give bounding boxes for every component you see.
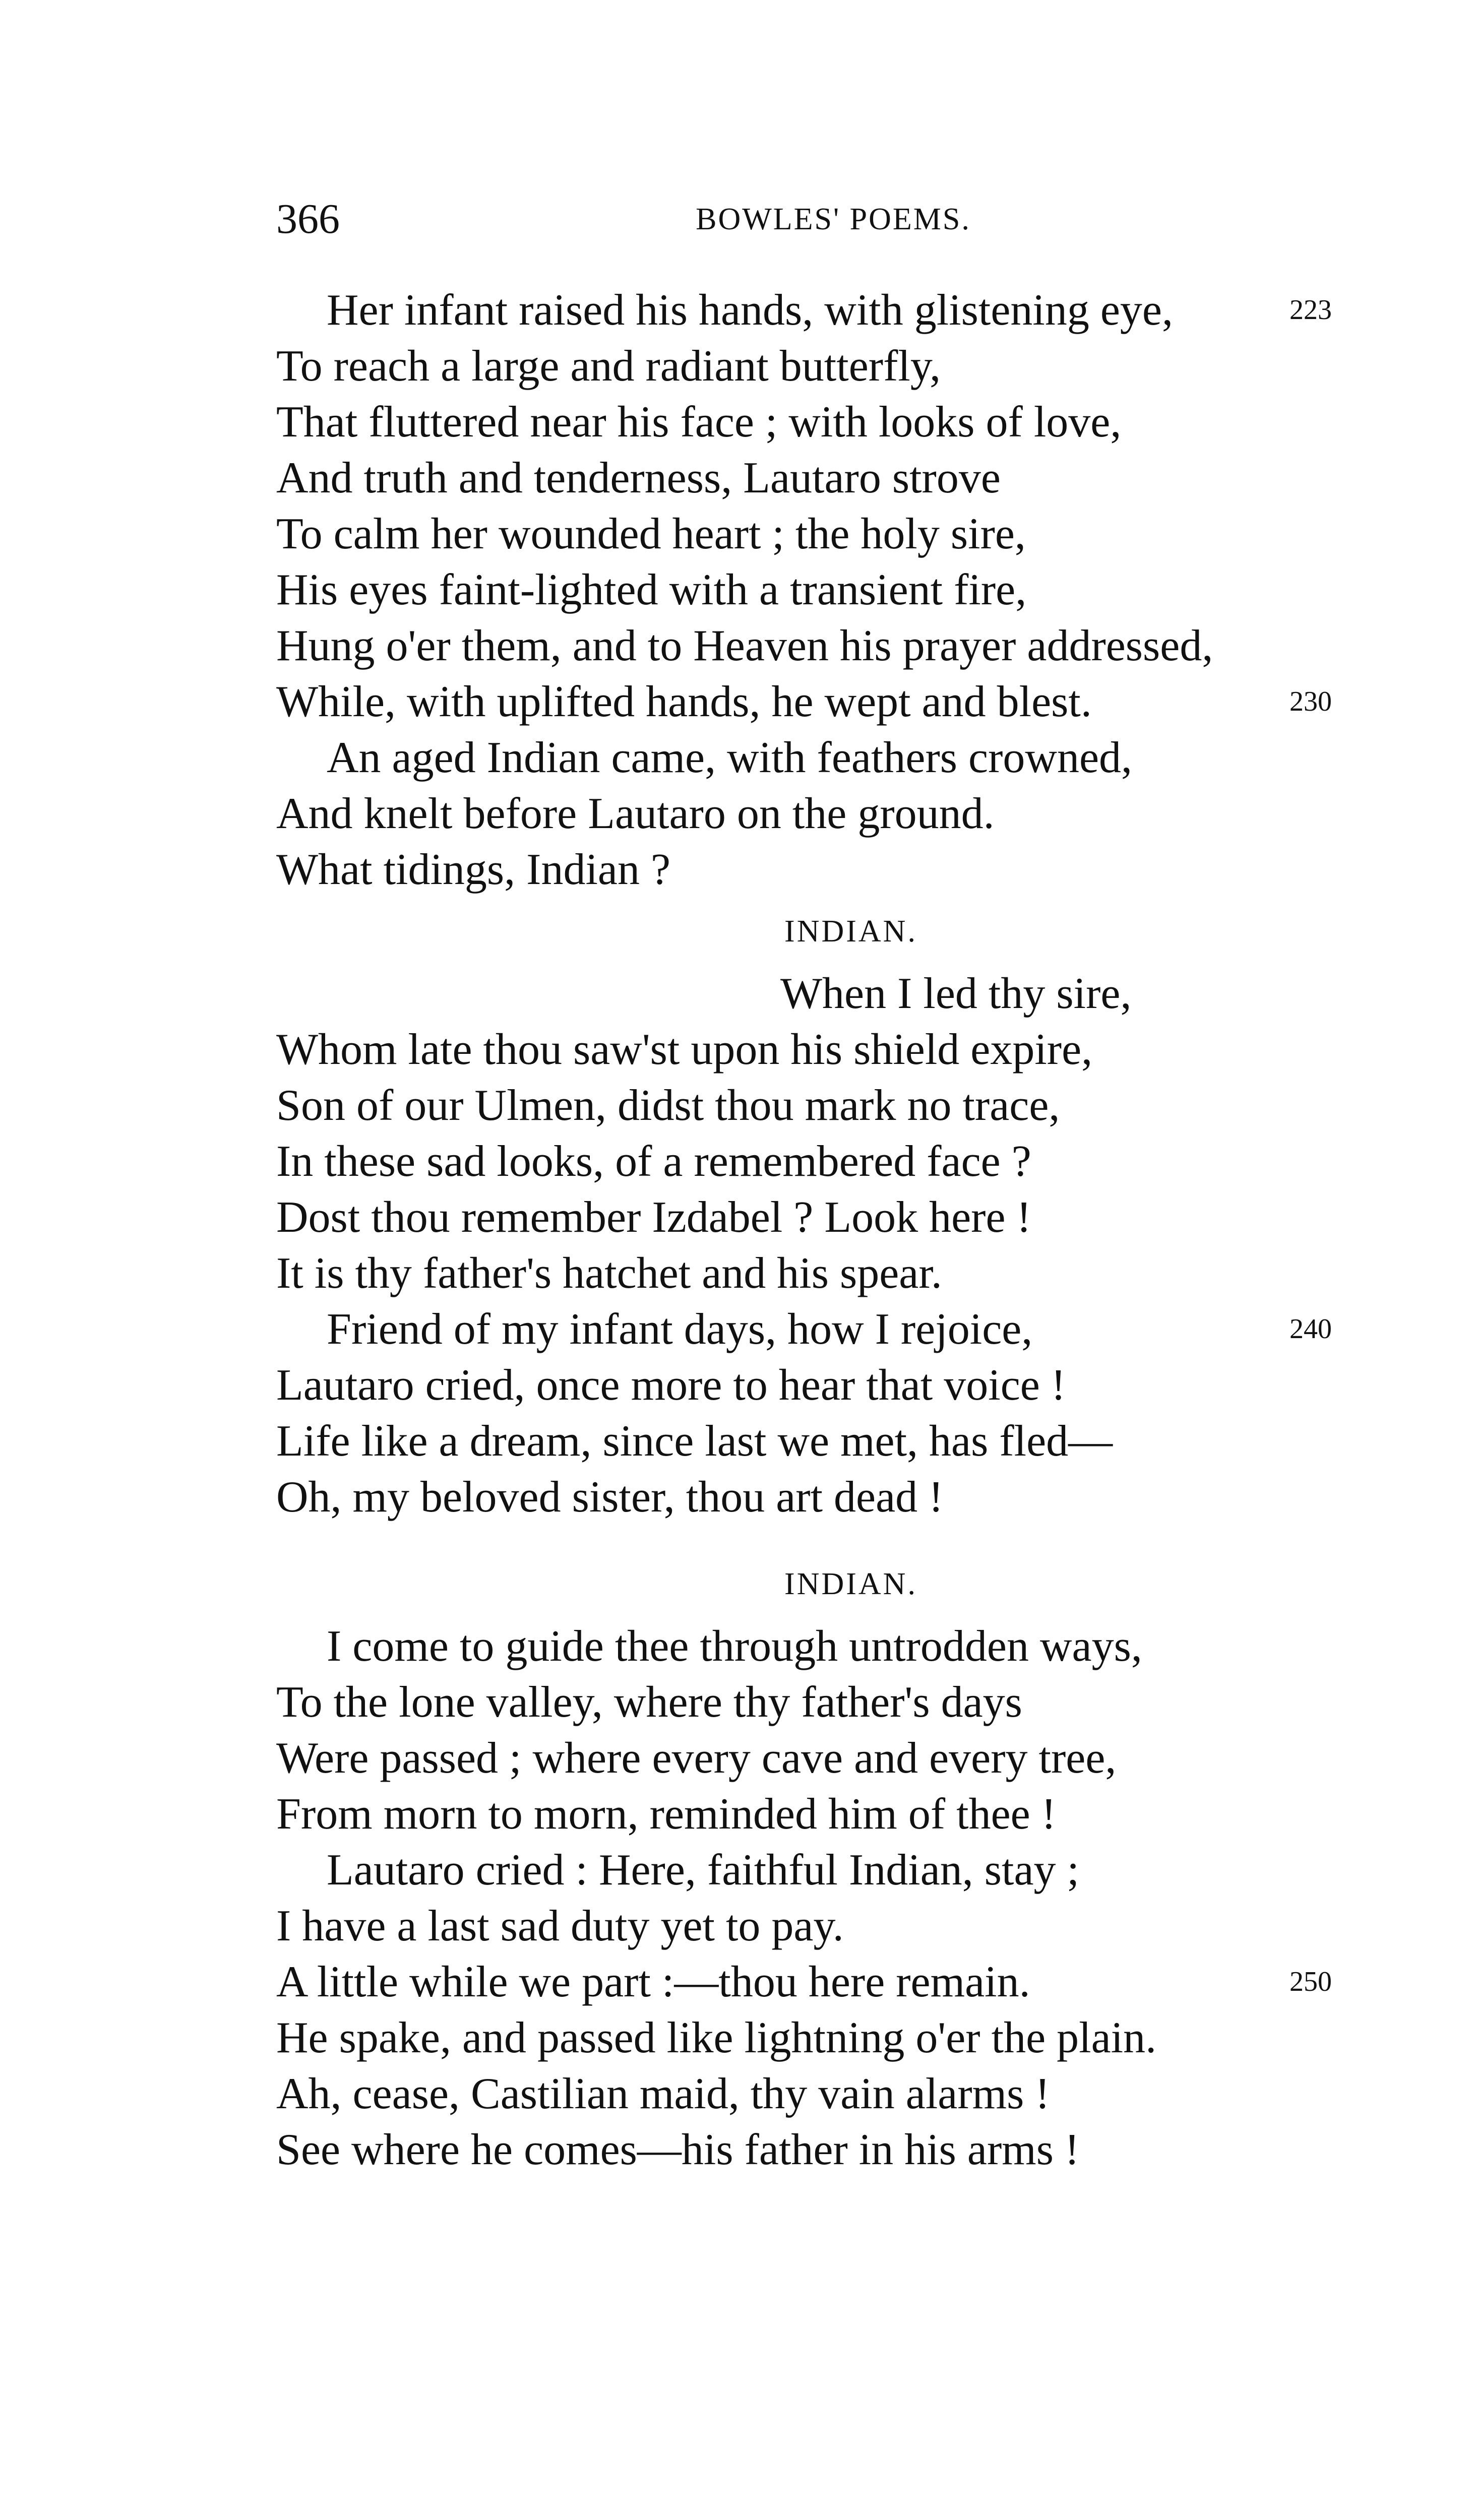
verse-text: See where he comes—his father in his arms !	[276, 2125, 1080, 2174]
line-number: 230	[1289, 686, 1332, 717]
verse-text: Ah, cease, Castilian maid, thy vain alarms !	[276, 2069, 1050, 2118]
verse-line	[276, 450, 1375, 506]
verse-line	[276, 1469, 1375, 1525]
verse-text: To reach a large and radiant butterfly,	[276, 342, 941, 391]
verse-text: His eyes faint-lighted with a transient fire,	[276, 565, 1027, 614]
verse-line	[276, 2122, 1375, 2178]
verse-text: Oh, my beloved sister, thou art dead !	[276, 1473, 944, 1522]
verse-line	[276, 282, 1375, 338]
verse-text: A little while we part :—thou here remain.	[276, 1958, 1030, 2006]
verse-text: An aged Indian came, with feathers crowned,	[327, 733, 1133, 782]
page-number: 366	[276, 196, 340, 242]
verse-line	[276, 1954, 1375, 2010]
verse-text: I come to guide thee through untrodden ways,	[327, 1622, 1142, 1671]
verse-text: Her infant raised his hands, with glistening eye,	[327, 286, 1173, 335]
line-number: 223	[1289, 294, 1332, 326]
verse-line	[276, 1133, 1375, 1189]
page-header	[276, 192, 1345, 247]
verse-line	[276, 1674, 1375, 1730]
verse-line	[276, 2010, 1375, 2066]
verse-line	[276, 1730, 1375, 1786]
verse-line	[276, 786, 1375, 842]
speaker-heading: INDIAN.	[784, 914, 917, 949]
verse-line	[276, 1189, 1375, 1245]
verse-line	[276, 730, 1375, 786]
verse-line	[276, 1078, 1375, 1133]
running-title: BOWLES' POEMS.	[696, 202, 971, 236]
verse-line	[276, 562, 1375, 618]
verse-line	[276, 1786, 1375, 1842]
verse-text: To the lone valley, where thy father's days	[276, 1678, 1022, 1727]
line-number: 240	[1289, 1313, 1332, 1345]
verse-text: Life like a dream, since last we met, has fled—	[276, 1417, 1113, 1466]
verse-text: Whom late thou saw'st upon his shield expire,	[276, 1025, 1093, 1074]
verse-text: I have a last sad duty yet to pay.	[276, 1902, 844, 1950]
verse-line	[276, 394, 1375, 450]
verse-line	[276, 1413, 1375, 1469]
verse-line	[276, 1357, 1375, 1413]
verse-text: In these sad looks, of a remembered face ?	[276, 1137, 1031, 1186]
verse-text: What tidings, Indian ?	[276, 845, 671, 894]
verse-text: Hung o'er them, and to Heaven his prayer addressed,	[276, 621, 1213, 670]
poem-body	[276, 282, 1375, 2178]
verse-text: Son of our Ulmen, didst thou mark no trace,	[276, 1081, 1060, 1130]
verse-text: And knelt before Lautaro on the ground.	[276, 789, 995, 838]
verse-line	[276, 1898, 1375, 1954]
verse-line	[276, 966, 1375, 1022]
verse-line	[276, 842, 1375, 898]
verse-line	[276, 1022, 1375, 1078]
verse-text: When I led thy sire,	[780, 969, 1132, 1018]
verse-text: Lautaro cried, once more to hear that voice !	[276, 1361, 1066, 1410]
verse-line	[276, 2066, 1375, 2122]
verse-line	[276, 1301, 1375, 1357]
verse-line	[276, 1245, 1375, 1301]
verse-line	[276, 338, 1375, 394]
verse-text: While, with uplifted hands, he wept and blest.	[276, 677, 1092, 726]
verse-text: Lautaro cried : Here, faithful Indian, stay ;	[327, 1846, 1079, 1895]
verse-text: He spake, and passed like lightning o'er the plain.	[276, 2013, 1157, 2062]
verse-line	[276, 1618, 1375, 1674]
verse-line	[276, 674, 1375, 730]
verse-text: From morn to morn, reminded him of thee !	[276, 1790, 1057, 1839]
verse-text: That fluttered near his face ; with looks of love,	[276, 398, 1122, 447]
verse-text: Dost thou remember Izdabel ? Look here !	[276, 1193, 1031, 1242]
verse-text: And truth and tenderness, Lautaro strove	[276, 454, 1001, 502]
verse-text: It is thy father's hatchet and his spear.	[276, 1249, 942, 1298]
verse-text: Friend of my infant days, how I rejoice,	[327, 1305, 1033, 1354]
verse-text: To calm her wounded heart ; the holy sire,	[276, 510, 1026, 558]
verse-text: Were passed ; where every cave and every tree,	[276, 1734, 1117, 1783]
verse-line	[276, 1842, 1375, 1898]
speaker-heading: INDIAN.	[784, 1567, 917, 1601]
verse-line	[276, 506, 1375, 562]
line-number: 250	[1289, 1966, 1332, 1997]
verse-line	[276, 618, 1375, 674]
